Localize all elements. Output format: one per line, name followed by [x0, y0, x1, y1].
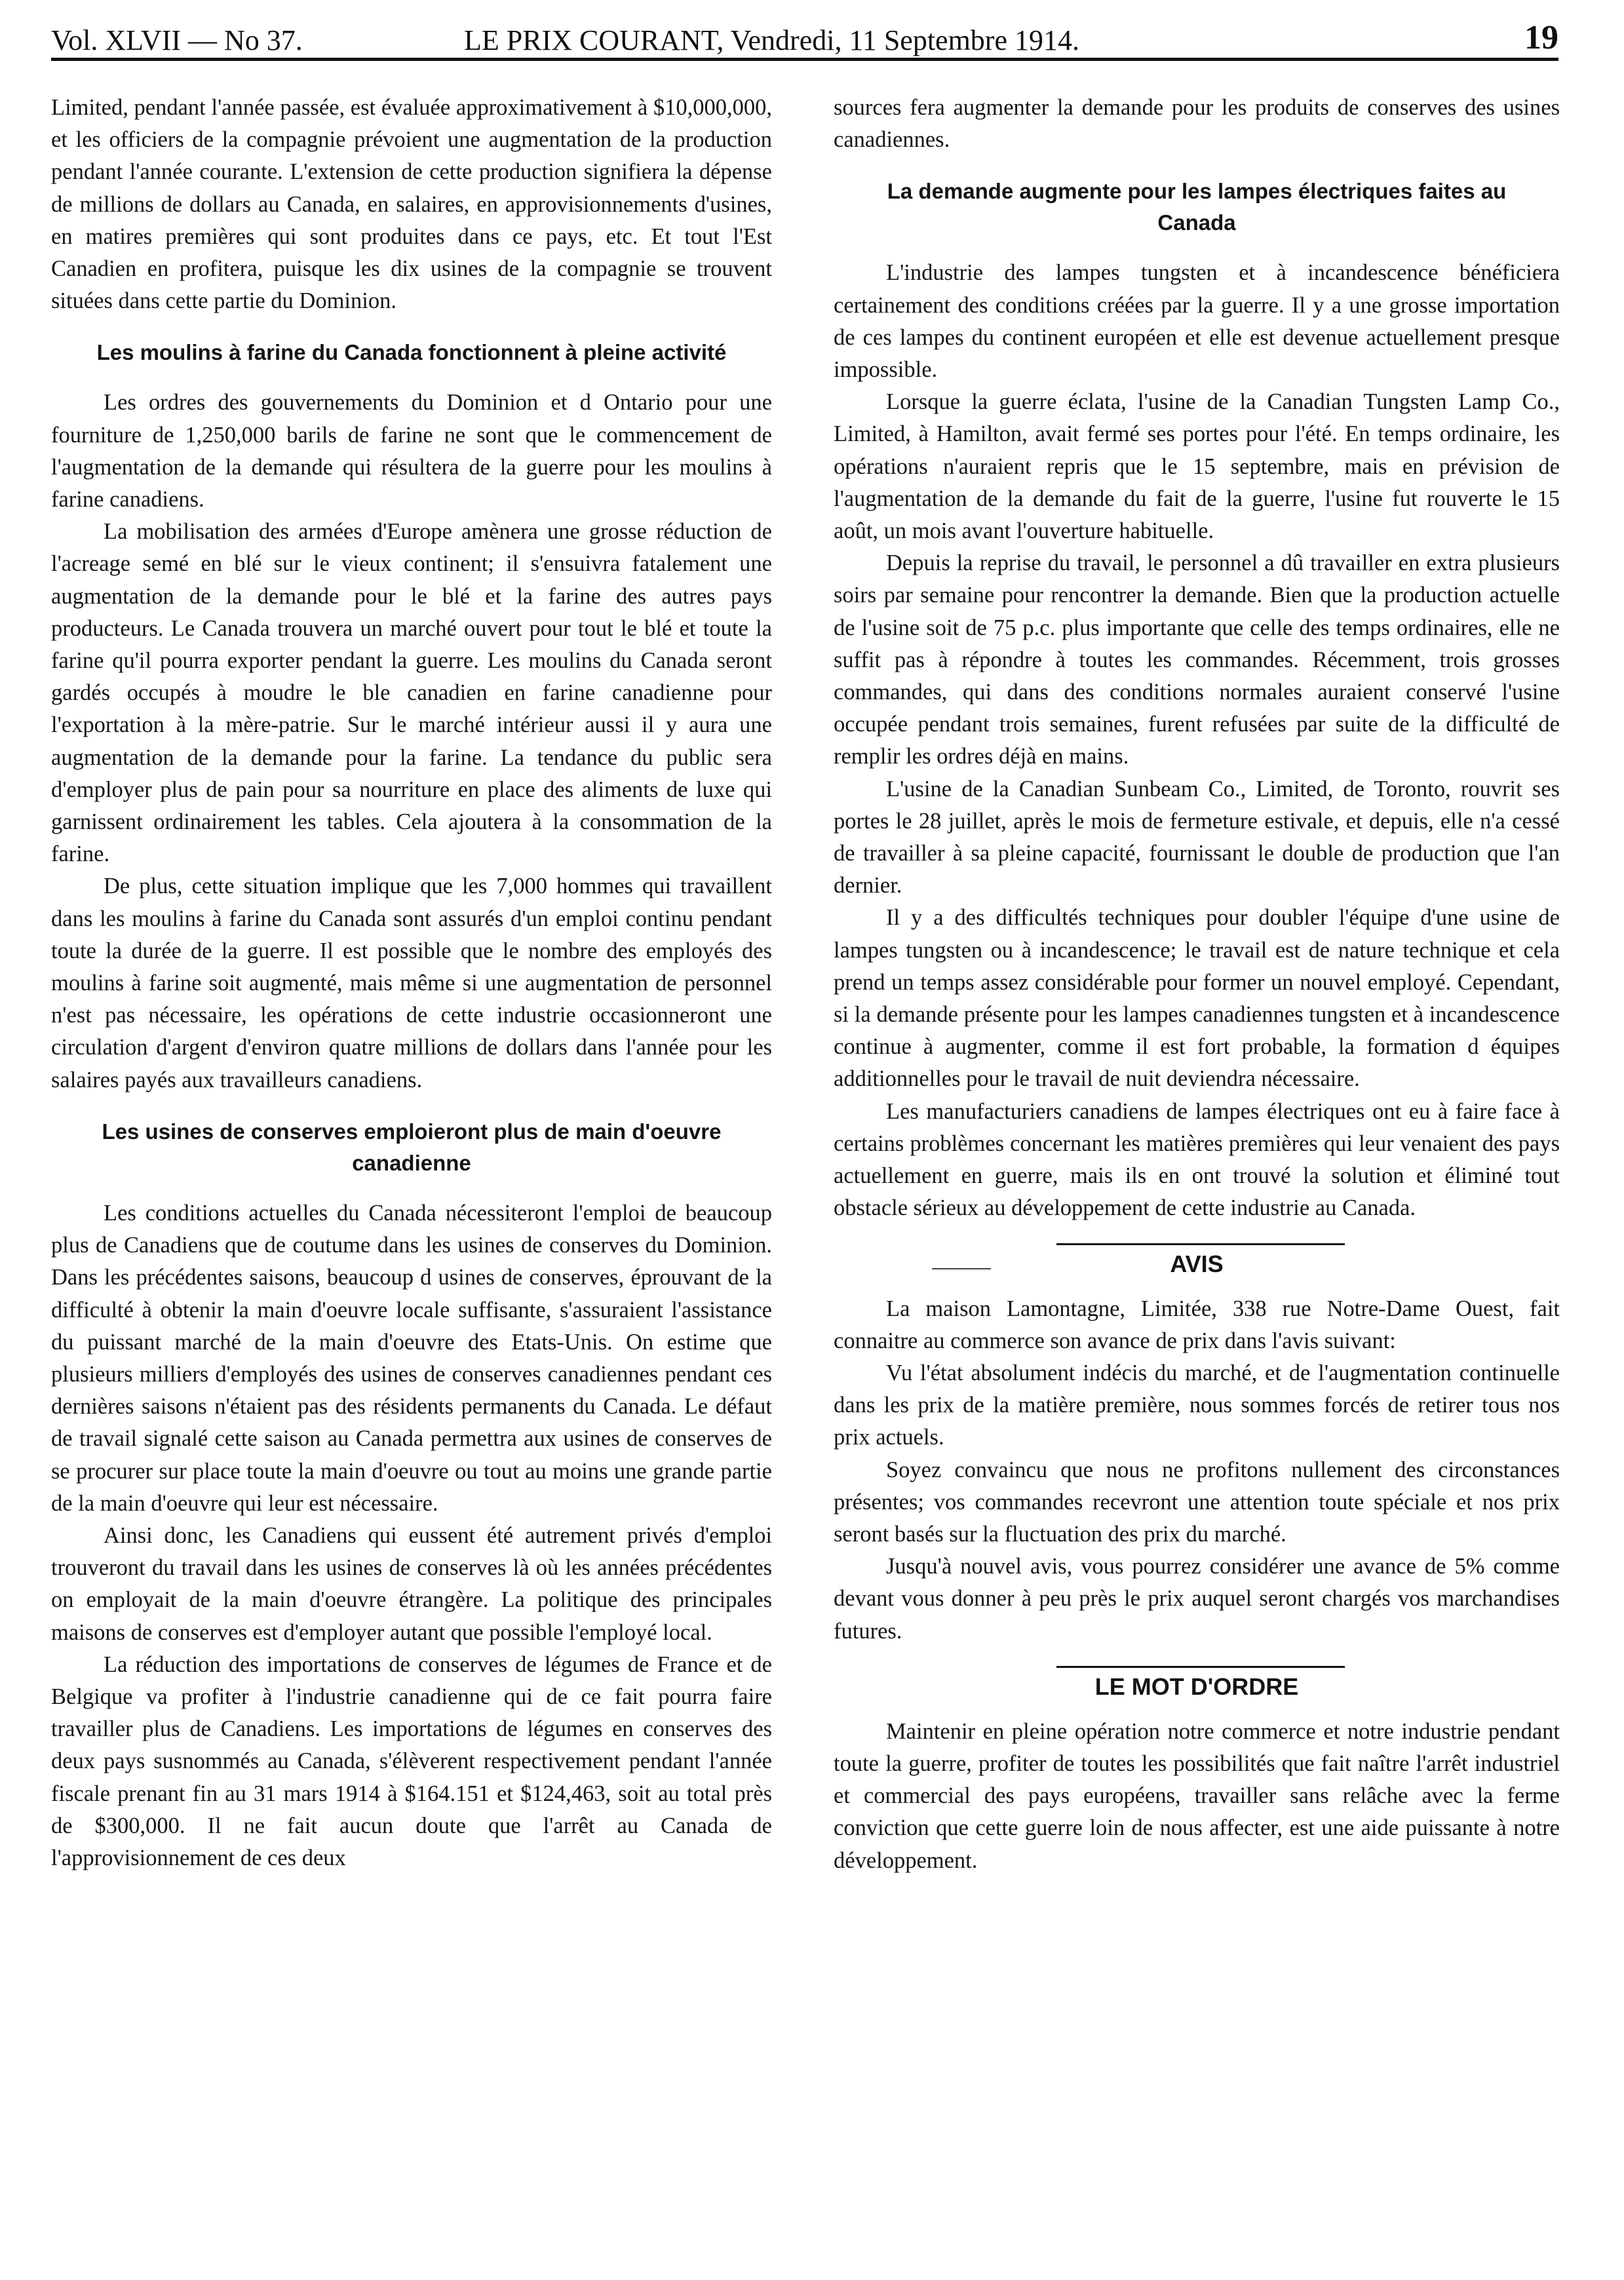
paragraph: Jusqu'à nouvel avis, vous pourrez considérer une avance de 5% comme devant vous donner à peu près le prix auquel seront chargés vos marchandises futures. — [834, 1554, 1560, 1644]
section-heading-conserves: Les usines de conserves emploieront plus de main d'oeuvre canadienne — [102, 1119, 722, 1175]
paragraph: La mobilisation des armées d'Europe amènera une grosse réduction de l'acreage semé en blé sur le vieux continent; il s'ensuivra fatalement une augmentation de la demande pour le blé et la farine des autres pays producteurs. Le Canada trouvera un marché ouvert pour tout le blé et toute la farine qu'il pourra exporter pendant la guerre. Les moulins du Canada seront gardés occupés à moudre le ble canadien en farine canadienne pour l'exportation à la mère-patrie. Sur le marché intérieur aussi il y aura une augmentation de la demande pour la farine. La tendance du public sera d'employer plus de pain pour sa nourriture en place des aliments de luxe qui garnissent ordinairement les tables. Cela ajoutera à la consommation de la farine. — [51, 519, 772, 867]
paragraph: La maison Lamontagne, Limitée, 338 rue Notre-Dame Ouest, fait connaitre au commerce son avance de prix dans l'avis suivant: — [834, 1296, 1560, 1353]
right-column — [834, 92, 1560, 1877]
masthead — [51, 18, 1558, 59]
paragraph: Les conditions actuelles du Canada nécessiteront l'emploi de beaucoup plus de Canadiens que de coutume dans les usines de conserves du Dominion. Dans les précédentes saisons, beaucoup d usines de conserves, éprouvant de la difficulté à obtenir la main d'oeuvre locale suffisante, s'assuraient l'assistance du puissant marché de la main d'oeuvre des Etats-Unis. On estime que plusieurs milliers d'employés des usines de conserves canadiennes pendant ces dernières saisons n'étaient pas des résidents permanents du Canada. Le défaut de travail signalé cette saison au Canada permettra aux usines de conserves de se procurer sur place toute la main d'oeuvre ou tout au moins une grande partie de la main d'oeuvre qui leur est nécessaire. — [51, 1200, 772, 1516]
decorative-dash — [932, 1268, 991, 1269]
paragraph: La réduction des importations de conserves de légumes de France et de Belgique va profiter à l'industrie canadienne qui de ce fait pourra faire travailler plus de Canadiens. Les importations de légumes en conserves des deux pays susnommés au Canada, s'élèverent respectivement pendant l'année fiscale prenant fin au 31 mars 1914 à $164.151 et $124,463, soit au total près de $300,000. Il ne fait aucun doute que l'arrêt au Canada de l'approvisionnement de ces deux — [51, 1652, 772, 1870]
section-rule — [1056, 1243, 1345, 1245]
paragraph: Depuis la reprise du travail, le personnel a dû travailler en extra plusieurs soirs par semaine pour rencontrer la demande. Bien que la production actuelle de l'usine soit de 75 p.c. plus importante que celle des temps ordinaires, elle ne suffit pas à répondre à toutes les commandes. Récemment, trois grosses commandes, qui dans des conditions normales auraient conservé l'usine occupée pendant trois semaines, furent refusées par suite de la difficulté de remplir les ordres déjà en mains. — [834, 551, 1560, 769]
paragraph: Ainsi donc, les Canadiens qui eussent été autrement privés d'emploi trouveront du travail dans les usines de conserves là où les années précédentes on employait de la main d'oeuvre étrangère. La politique des principales maisons de conserves est d'employer autant que possible l'employé local. — [51, 1522, 772, 1645]
page-number: 19 — [1524, 19, 1558, 56]
paragraph: L'industrie des lampes tungsten et à incandescence bénéficiera certainement des conditions créées par la guerre. Il y a une grosse importation de ces lampes du continent européen et elle est devenue actuellement presque impossible. — [834, 260, 1560, 383]
volume-number: Vol. XLVII — No 37. — [51, 24, 303, 56]
paragraph: L'usine de la Canadian Sunbeam Co., Limited, de Toronto, rouvrit ses portes le 28 juillet, après le mois de fermeture estivale, et depuis, elle n'a cessé de travailler à sa pleine capacité, fournissant le double de production que l'an dernier. — [834, 776, 1560, 898]
paragraph: De plus, cette situation implique que les 7,000 hommes qui travaillent dans les moulins à farine du Canada sont assurés d'un emploi continu pendant toute la durée de la guerre. Il est possible que le nombre des employés des moulins à farine soit augmenté, mais même si une augmentation de personnel n'est pas nécessaire, les opérations de cette industrie occasionneront une circulation d'argent d'environ quatre millions de dollars dans l'année pour les salaires payés aux travailleurs canadiens. — [51, 874, 772, 1092]
section-heading-lampes: La demande augmente pour les lampes électriques faites au Canada — [887, 179, 1507, 235]
mot-dordre-title-text: LE MOT D'ORDRE — [1094, 1672, 1299, 1700]
avis-title-text: AVIS — [1170, 1250, 1224, 1277]
paragraph: Il y a des difficultés techniques pour doubler l'équipe d'une usine de lampes tungsten ou à incandescence; le travail est de nature technique et cela prend un temps assez considérable pour former un nouvel employé. Cependant, si la demande présente pour les lampes canadiennes tungsten et à incandescence continue à augmenter, comme il est fort probable, la formation d équipes additionnelles pour le travail de nuit deviendra nécessaire. — [834, 905, 1560, 1092]
left-column — [51, 92, 772, 1874]
paragraph: Les manufacturiers canadiens de lampes électriques ont eu à faire face à certains problèmes concernant les matières premières qui leur venaient des pays actuellement en guerre, mais ils en ont trouvé la solution et éliminé tout obstacle sérieux au développement de cette industrie au Canada. — [834, 1098, 1560, 1221]
paragraph: Maintenir en pleine opération notre commerce et notre industrie pendant toute la guerre, profiter de toutes les possibilités que fait naître l'arrêt industriel et commercial des pays européens, travailler sans relâche avec la ferme conviction que cette guerre loin de nous affecter, est une aide puissante à notre développement. — [834, 1718, 1560, 1873]
avis-title — [834, 1243, 1560, 1280]
paragraph: Vu l'état absolument indécis du marché, et de l'augmentation continuelle dans les prix de la matière première, nous sommes forcés de retirer tous nos prix actuels. — [834, 1360, 1560, 1450]
publication-title-date: LE PRIX COURANT, Vendredi, 11 Septembre 1914. — [464, 24, 1079, 56]
paragraph: Soyez convaincu que nous ne profitons nullement des circonstances présentes; vos commandes recevront une attention toute spéciale et nos prix seront basés sur la fluctuation des prix du marché. — [834, 1457, 1560, 1547]
masthead-rule — [51, 58, 1558, 61]
section-heading-moulins: Les moulins à farine du Canada fonctionnent à pleine activité — [96, 340, 727, 365]
section-rule — [1056, 1666, 1345, 1668]
article-continuation: sources fera augmenter la demande pour les produits de conserves des usines canadiennes. — [834, 95, 1560, 153]
paragraph: Lorsque la guerre éclata, l'usine de la Canadian Tungsten Lamp Co., Limited, à Hamilton, avait fermé ses portes pour l'été. En temps ordinaire, les opérations n'auraient repris que le 15 septembre, mais en prévision de l'augmentation de la demande du fait de la guerre, l'usine fut rouverte le 15 août, un mois avant l'ouverture habituelle. — [834, 389, 1560, 544]
paragraph: Les ordres des gouvernements du Dominion et d Ontario pour une fourniture de 1,250,000 barils de farine ne sont que le commencement de l'augmentation de la demande qui résultera de la guerre pour les moulins à farine canadiens. — [51, 390, 772, 512]
article-continuation: Limited, pendant l'année passée, est évaluée approximativement à $10,000,000, et les officiers de la compagnie prévoient une augmentation de la production pendant l'année courante. L'extension de cette production signifiera la dépense de millions de dollars au Canada, en salaires, en approvisionnements d'usines, en matires premières qui sont produites dans ce pays, etc. Et tout l'Est Canadien en profitera, puisque les dix usines de la compagnie se trouvent situées dans cette partie du Dominion. — [51, 95, 772, 314]
mot-dordre-title — [834, 1666, 1560, 1703]
